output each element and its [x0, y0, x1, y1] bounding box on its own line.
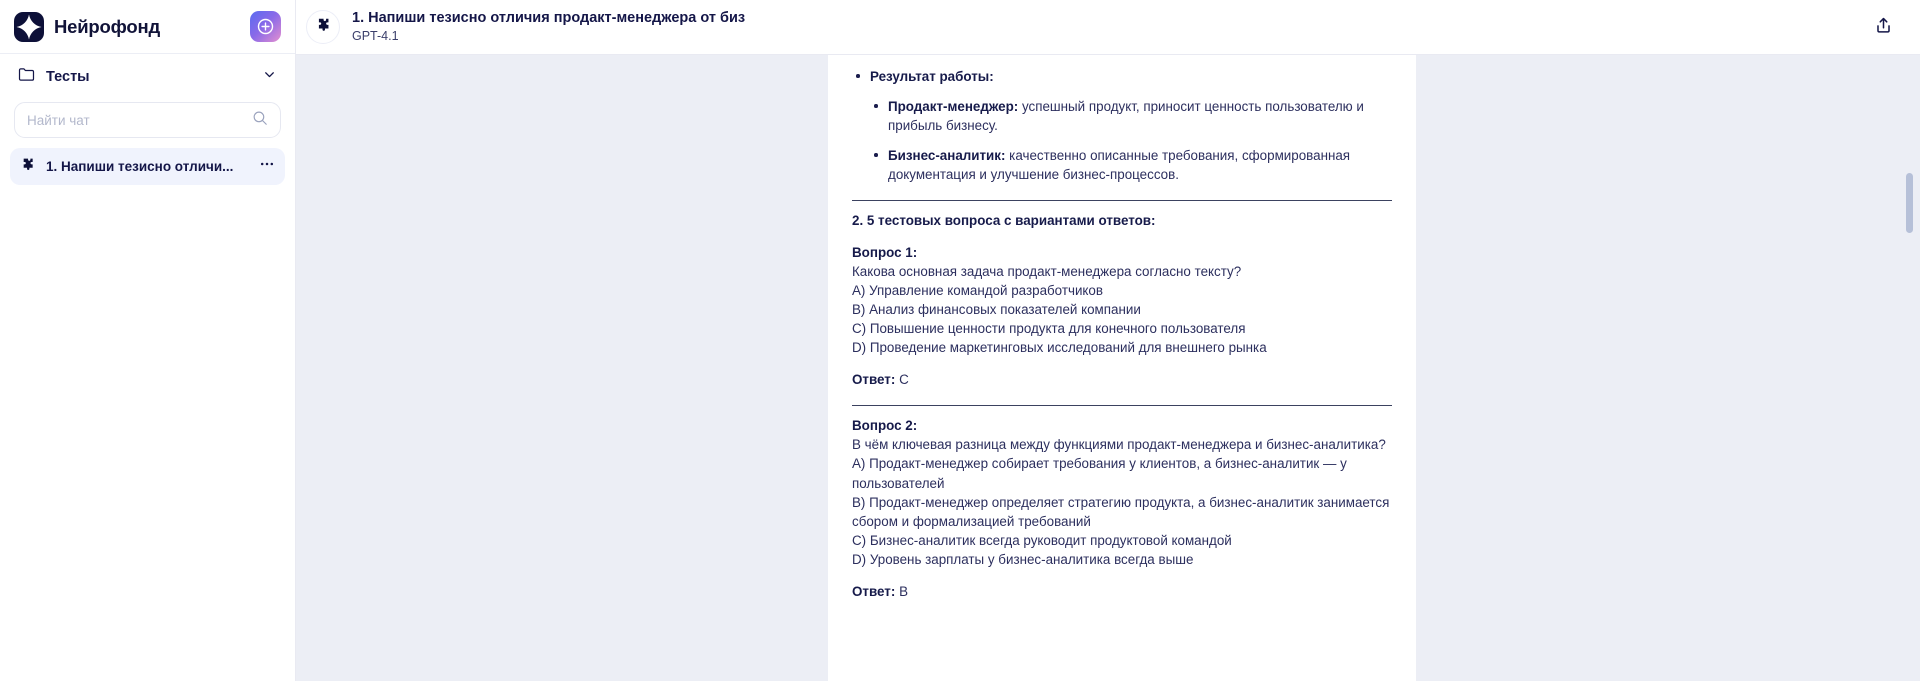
question-label: Вопрос 1:	[852, 245, 918, 261]
question-option: A) Продакт-менеджер собирает требования у клиентов, а бизнес-аналитик — у пользователей	[852, 456, 1347, 491]
neurofond-logo-icon	[14, 12, 44, 42]
question-prompt: Какова основная задача продакт-менеджера согласно тексту?	[852, 264, 1242, 280]
bullet-dot-icon	[874, 153, 878, 157]
question-option: B) Продакт-менеджер определяет стратегию продукта, а бизнес-аналитик занимается сбором и формализацией требований	[852, 494, 1390, 529]
message-body	[852, 55, 1392, 601]
question-answer	[852, 582, 1392, 601]
result-text: качественно описанные требования, сформированная документация и улучшение бизнес-процессов.	[888, 148, 1351, 183]
question-option: D) Проведение маркетинговых исследований для внешнего рынка	[852, 340, 1267, 356]
chevron-down-icon[interactable]	[262, 67, 277, 87]
assistant-message	[828, 55, 1416, 681]
divider	[852, 405, 1392, 406]
brand-name: Нейрофонд	[54, 15, 160, 37]
sidebar-section-tests[interactable]	[0, 54, 295, 100]
plus-circle-icon	[257, 18, 274, 35]
answer-label: Ответ:	[852, 372, 896, 388]
bullet-dot-icon	[856, 74, 860, 78]
result-term: Продакт-менеджер:	[888, 99, 1019, 115]
question-prompt: В чём ключевая разница между функциями продакт-менеджера и бизнес-аналитика?	[852, 437, 1386, 453]
page-title: 1. Напиши тезисно отличия продакт-менеджера от биз	[352, 10, 746, 27]
puzzle-piece-icon	[20, 156, 36, 177]
chat-list	[0, 148, 295, 185]
sidebar	[0, 0, 296, 681]
main-area	[296, 0, 1920, 681]
sidebar-section-label: Тесты	[46, 69, 90, 85]
sidebar-header	[0, 0, 295, 54]
chat-list-item[interactable]	[10, 148, 285, 185]
divider	[852, 200, 1392, 201]
bullet-dot-icon	[874, 104, 878, 108]
result-item	[852, 97, 1392, 135]
topbar	[296, 0, 1920, 55]
search-input[interactable]	[27, 103, 246, 137]
search-box[interactable]	[14, 102, 281, 138]
topbar-text-group	[352, 10, 745, 43]
ellipsis-icon[interactable]	[259, 156, 275, 177]
question-option: B) Анализ финансовых показателей компании	[852, 302, 1141, 318]
conversation-canvas	[296, 55, 1920, 681]
answer-label: Ответ:	[852, 583, 896, 599]
puzzle-piece-icon	[315, 16, 332, 38]
question-option: C) Повышение ценности продукта для конечного пользователя	[852, 321, 1246, 337]
share-upload-icon	[1874, 16, 1893, 38]
question-option: D) Уровень зарплаты у бизнес-аналитика всегда выше	[852, 551, 1194, 567]
question-label: Вопрос 2:	[852, 418, 918, 434]
question-answer	[852, 370, 1392, 389]
share-button[interactable]	[1868, 12, 1898, 42]
result-heading: Результат работы:	[870, 69, 994, 84]
search-icon[interactable]	[252, 110, 268, 131]
folder-icon	[18, 66, 35, 88]
result-heading-bullet	[852, 67, 1392, 86]
model-label: GPT-4.1	[352, 29, 399, 44]
vertical-scrollbar-thumb[interactable]	[1906, 173, 1913, 233]
answer-value: C	[899, 372, 909, 388]
question-option: A) Управление командой разработчиков	[852, 283, 1103, 299]
chat-list-item-label: 1. Напиши тезисно отличи...	[46, 159, 234, 174]
answer-value: B	[899, 583, 908, 599]
section-title: 2. 5 тестовых вопроса с вариантами ответов:	[852, 213, 1156, 229]
question-option: C) Бизнес-аналитик всегда руководит продуктовой командой	[852, 532, 1232, 548]
avatar	[306, 10, 340, 44]
result-item	[852, 146, 1392, 184]
new-chat-button[interactable]	[250, 11, 281, 42]
result-text: успешный продукт, приносит ценность пользователю и прибыль бизнесу.	[888, 99, 1364, 134]
result-term: Бизнес-аналитик:	[888, 148, 1006, 164]
search-container	[0, 100, 295, 148]
